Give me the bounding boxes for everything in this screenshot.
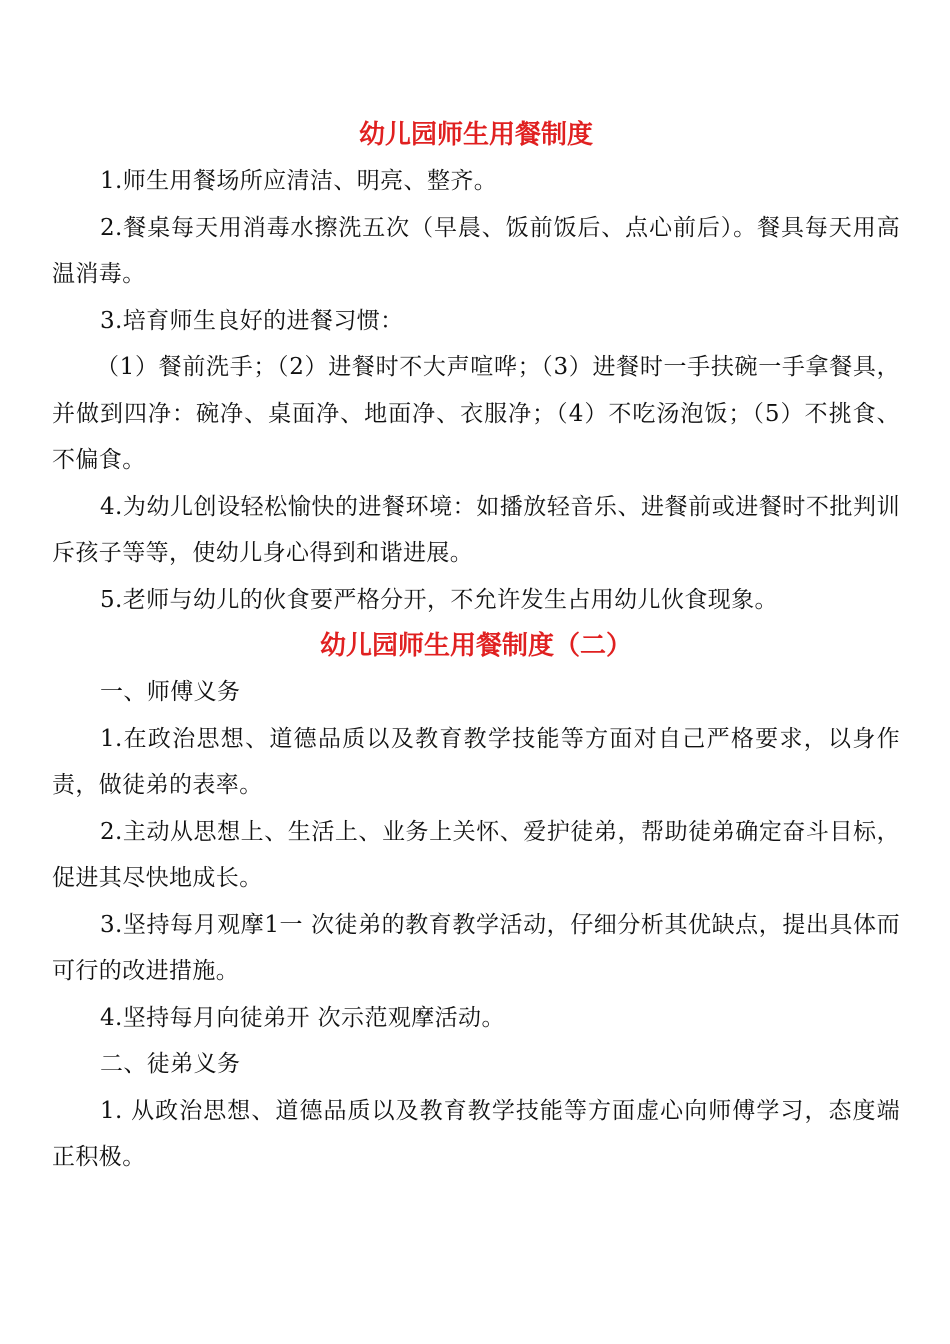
section-heading: 一、师傅义务 bbox=[100, 679, 241, 705]
paragraph: 4.为幼儿创设轻松愉快的进餐环境：如播放轻音乐、进餐前或进餐时不批判训斥孩子等等，使幼儿身心得到和谐进展。 bbox=[52, 493, 900, 566]
paragraph: 2.主动从思想上、生活上、业务上关怀、爱护徒弟，帮助徒弟确定奋斗目标，促进其尽快地成长。 bbox=[52, 818, 900, 891]
paragraph: 3.培育师生良好的进餐习惯： bbox=[100, 307, 404, 334]
paragraph: 1.师生用餐场所应清洁、明亮、整齐。 bbox=[100, 168, 498, 194]
paragraph: 1. 从政治思想、道德品质以及教育教学技能等方面虚心向师傅学习，态度端正积极。 bbox=[52, 1097, 900, 1170]
paragraph: 3.坚持每月观摩1一 次徒弟的教育教学活动，仔细分析其优缺点，提出具体而可行的改进措施。 bbox=[52, 911, 900, 984]
document-title: 幼儿园师生用餐制度 bbox=[358, 120, 593, 150]
paragraph: 4.坚持每月向徒弟开 次示范观摩活动。 bbox=[100, 1004, 505, 1031]
paragraph: 1.在政治思想、道德品质以及教育教学技能等方面对自己严格要求，以身作责，做徒弟的表率。 bbox=[52, 725, 900, 798]
section-heading: 二、徒弟义务 bbox=[100, 1051, 241, 1077]
section-title: 幼儿园师生用餐制度（二） bbox=[319, 631, 632, 661]
document-page bbox=[52, 112, 900, 1181]
paragraph: 2.餐桌每天用消毒水擦洗五次（早晨、饭前饭后、点心前后）。餐具每天用高温消毒。 bbox=[52, 214, 900, 287]
paragraph: 5.老师与幼儿的伙食要严格分开，不允许发生占用幼儿伙食现象。 bbox=[100, 586, 778, 613]
paragraph: （1）餐前洗手；（2）进餐时不大声喧哗；（3）进餐时一手扶碗一手拿餐具，并做到四净：碗净、桌面净、地面净、衣服净；（4）不吃汤泡饭；（5）不挑食、不偏食。 bbox=[52, 354, 900, 473]
